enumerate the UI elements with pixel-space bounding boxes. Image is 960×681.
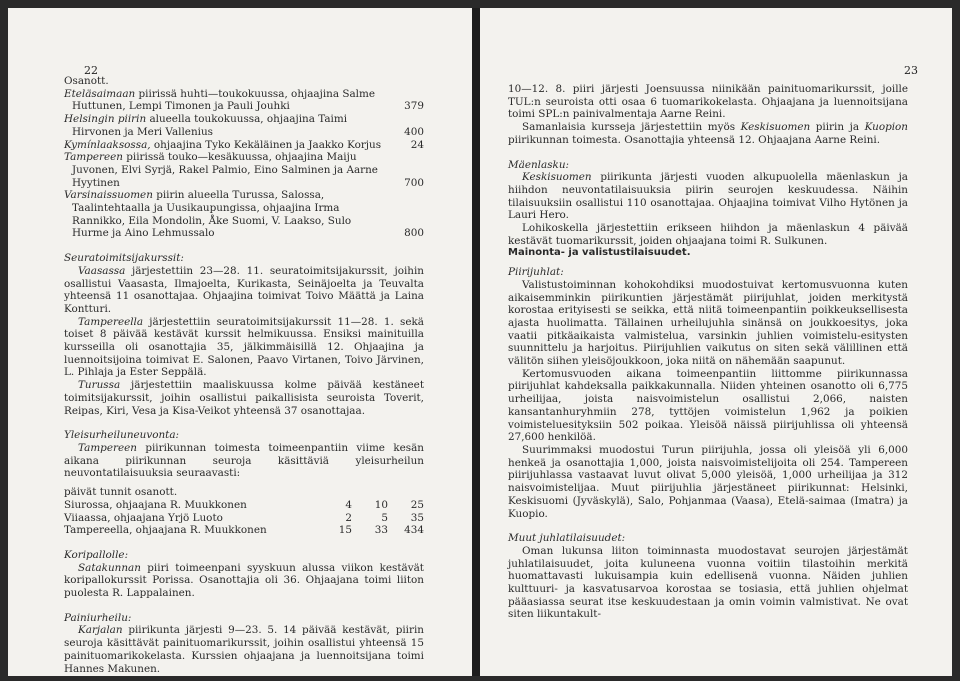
stats-header: päivät tunnit osanott.	[64, 486, 178, 499]
paragraph: Turussa järjestettiin maaliskuussa kolme päivää kestäneet toimitsijakurssit, joihin osallistui paikallisista seuroista Toverit, Reipas, Kiri, Vesa ja Kisa-Veikot yhteensä 37 osanottajaa.	[64, 379, 424, 417]
paragraph: Keskisuomen piirikunta järjesti vuoden alkupuolella mäenlaskun ja hiihdon neuvontatilaisuuksia piirin seurojen keskuudessa. Näihin tilaisuuksiin osallistui 110 osanottajaa. Ohjaajina toimivat Vilho Hytönen ja Lauri Hero.	[508, 171, 908, 222]
paragraph: Satakunnan piiri toimeenpani syyskuun alussa viikon kestävät koripallokurssit Porissa. Osanottajia oli 36. Ohjaajana toimi liiton puolesta R. Lappalainen.	[64, 561, 424, 600]
course-entry: Helsingin piirin alueella toukokuussa, ohjaajina Taimi Hirvonen ja Meri Vallenius 400	[64, 113, 424, 138]
page-number: 22	[84, 64, 98, 77]
paragraph: Karjalan piirikunta järjesti 9—23. 5. 14 päivää kestävät, piirin seuroja käsittävät painituomarikurssit, joihin osallistui yhteensä 15 painituomarikokelasta. Kurssien ohjaajana ja luennoitsijana toimi Hannes Makunen.	[64, 624, 424, 675]
table-row: Tampereella, ohjaajana R. Muukkonen 15 33 434	[64, 524, 424, 537]
left-page	[8, 8, 472, 676]
paragraph: Lohikoskella järjestettiin erikseen hiihdon ja mäenlaskun 4 päivää kestävät tuomarikurssit, joiden ohjaajana toimi R. Sulkunen.	[508, 222, 908, 247]
section-heading: Mainonta- ja valistustilaisuudet.	[508, 247, 691, 259]
paragraph: Suurimmaksi muodostui Turun piirijuhla, jossa oli yleisöä yli 6,000 henkeä ja osanottajia 1,000, joista naisvoimistelijoita oli 254. Tampereen piirijuhlassa vastaavat luvut olivat 5,000 yleisöä, 1,000 urheilijaa ja 312 naisvoimistelijaa. Muut piirijuhlia järjestäneet piirikunnat: Helsinki, Keskisuomi (Jyväskylä), Salo, Pohjanmaa (Vaasa), Etelä-saimaa (Imatra) ja Kuopio.	[508, 443, 908, 520]
paragraph: Valistustoiminnan kohokohdiksi muodostuivat kertomusvuonna kuten aikaisemminkin piirikuntien järjestämät piirijuhlat, joiden merkitystä korostaa erityisesti se seikka, että niitä toimeenpantiin poikkeuksellisesta ajasta huolimatta. Tällainen urheilujuhla sinänsä on joukkoesitys, joka vaatii pitkäaikaista valmistelua, varsinkin juhlien voimistelu-esitysten suunnittelu ja harjoitus. Piirijuhlien vaikutus on siten sekä välillinen että välitön siihen yleisöjoukkoon, joka niitä on nähemään saapunut.	[508, 278, 908, 368]
page-number: 23	[904, 64, 918, 77]
paragraph: Samanlaisia kursseja järjestettiin myös Keskisuomen piirin ja Kuopion piirikunnan toimesta. Osanottajia yhteensä 12. Ohjaajana Aarne Reini.	[508, 121, 908, 146]
paragraph: Vaasassa järjestettiin 23—28. 11. seuratoimitsijakurssit, joihin osallistui Vaasasta, Ilmajoelta, Kurikasta, Seinäjoelta ja Teuvalta yhteensä 11 osanottajaa. Ohjaajina toimivat Toivo Määttä ja Laina Kontturi.	[64, 264, 424, 315]
stats-table	[64, 499, 424, 537]
paragraph: Tampereen piirikunnan toimesta toimeenpantiin viime kesän aikana piirikunnan seuroja käsittäviä yleisurheilun neuvontatilaisuuksia seuraavasti:	[64, 441, 424, 480]
left-column	[64, 75, 424, 675]
book-gutter	[472, 8, 480, 676]
section-title: Seuratoimitsijakurssit:	[64, 252, 184, 265]
course-entry: Tampereen piirissä touko—kesäkuussa, ohjaajina Maiju Juvonen, Elvi Syrjä, Rakel Palmio, Eino Salminen ja Aarne Hyytinen 700	[64, 151, 424, 189]
paragraph: Oman lukunsa liiton toiminnasta muodostavat seurojen järjestämät juhlatilaisuudet, joita kuluneena vuonna voitiin tilastoihin merkitä huomattavasti lukuisampia kuin edellisenä vuonna. Näiden juhlien kulttuuri- ja kasvatusarvoa korostaa se tosiasia, että juhlien ohjelmat pääasiassa seurat itse keskuudestaan ja omin voimin valmistivat. Ne ovat siten liikuntakult-	[508, 544, 908, 621]
section-title: Koripallolle:	[64, 548, 129, 561]
course-entry: Eteläsaimaan piirissä huhti—toukokuussa, ohjaajina Salme Huttunen, Lempi Timonen ja Pauli Jouhki 379	[64, 87, 424, 113]
section-title: Muut juhlatilaisuudet:	[508, 532, 626, 545]
course-entry: Varsinaissuomen piirin alueella Turussa, Salossa, Taalintehtaalla ja Uusikaupungissa, ohjaajina Irma Rannikko, Eila Mondolin, Åke Suomi, V. Laakso, Sulo Hurme ja Aino Lehmussalo 800	[64, 189, 424, 240]
paragraph: Tampereella järjestettiin seuratoimitsijakurssit 11—28. 1. sekä toiset 8 päivää kestävät kurssit helmikuussa. Ensiksi mainituilla kursseilla oli osanottajia 35, jälkimmäisillä 12. Ohjaajina ja luennoitsijoina toimivat E. Salonen, Paavo Virtanen, Toivo Järvinen, L. Pihlaja ja Ester Seppälä.	[64, 315, 424, 379]
section-title: Painiurheilu:	[64, 611, 132, 624]
paragraph: Kertomusvuoden aikana toimeenpantiin liittomme piirikunnassa piirijuhlat kahdeksalla paikkakunnalla. Niiden yhteinen osanotto oli 6,775 urheilijaa, joista naisvoimistelun osallistui 2,066, naisten kansantanhuryhmiin 278, tyttöjen voimistelun 1,962 ja poikien voimisteluesityksiin 502 poikaa. Yleisöä näissä piirijuhlissa oli yhteensä 27,600 henkilöä.	[508, 367, 908, 444]
right-page	[480, 8, 952, 676]
section-title: Piirijuhlat:	[508, 266, 564, 279]
section-title: Yleisurheiluneuvonta:	[64, 429, 180, 442]
right-column	[508, 83, 908, 621]
section-title: Mäenlasku:	[508, 158, 570, 171]
table-row: Siurossa, ohjaajana R. Muukkonen 4 10 25	[64, 498, 424, 511]
paragraph: 10—12. 8. piiri järjesti Joensuussa niinikään painituomarikurssit, joille TUL:n seuroista otti osaa 6 tuomarikokelasta. Ohjaajana ja luennoitsijana toimi SPL:n painivalmentaja Aarne Reini.	[508, 83, 908, 121]
column-header: Osanott.	[64, 75, 109, 87]
table-row: Viiaassa, ohjaajana Yrjö Luoto 2 5 35	[64, 511, 424, 524]
course-entry: Kymínlaaksossa, ohjaajina Tyko Kekäläinen ja Jaakko Korjus 24	[64, 138, 424, 151]
